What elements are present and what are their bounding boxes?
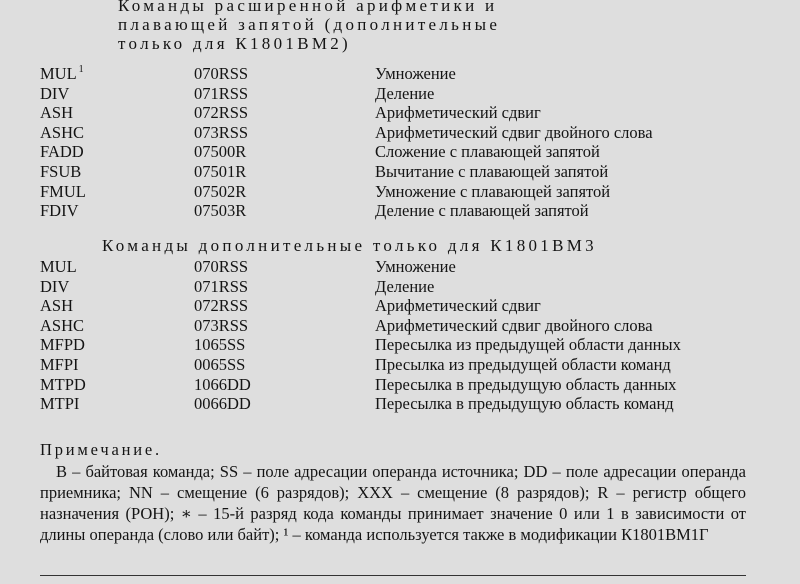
command-code: 073RSS — [194, 315, 249, 335]
command-description: Деление с плавающей запятой — [375, 201, 589, 221]
command-code: 070RSS — [194, 257, 249, 276]
command-mnemonic: DIV — [40, 83, 70, 103]
command-mnemonic: MTPD — [40, 374, 86, 394]
command-mnemonic: DIV — [40, 276, 70, 296]
command-description: Арифметический сдвиг — [375, 296, 541, 316]
section2-heading: Команды дополнительные только для К1801ВМ3 — [102, 236, 597, 255]
command-description: Арифметический сдвиг двойного слова — [375, 315, 653, 335]
command-description: Пересылка в предыдущую область данных — [375, 374, 677, 394]
command-mnemonic: FDIV — [40, 201, 79, 221]
command-description: Арифметический сдвиг двойного слова — [375, 122, 653, 142]
section1-heading-line-1: Команды расширенной арифметики и — [118, 0, 498, 15]
command-mnemonic: FMUL — [40, 181, 86, 201]
command-code: 072RSS — [194, 103, 249, 123]
command-description: Умножение с плавающей запятой — [375, 181, 611, 201]
section1-heading-line-2: плавающей запятой (дополнительные — [118, 15, 501, 34]
command-code: 1065SS — [194, 335, 246, 355]
command-mnemonic: ASHC — [40, 122, 85, 142]
command-mnemonic: FSUB — [40, 161, 82, 181]
command-code: 071RSS — [194, 276, 249, 296]
command-code: 0066DD — [194, 394, 251, 414]
command-description: Арифметический сдвиг — [375, 103, 541, 123]
command-mnemonic: ASHC — [40, 315, 85, 335]
command-description: Пересылка из предыдущей области данных — [375, 335, 681, 355]
note-title: Примечание. — [40, 440, 162, 459]
command-code: 07502R — [194, 181, 247, 201]
command-mnemonic: MFPD — [40, 335, 85, 355]
command-mnemonic: ASH — [40, 296, 74, 316]
command-mnemonic: FADD — [40, 142, 84, 162]
command-description: Пресылка из предыдущей области команд — [375, 354, 671, 374]
command-code: 07500R — [194, 142, 247, 162]
section1-heading — [118, 0, 500, 53]
command-code: 073RSS — [194, 122, 249, 142]
command-mnemonic: MFPI — [40, 354, 79, 374]
command-mnemonic: MUL $^1$ — [40, 64, 84, 83]
command-code: 070RSS — [194, 64, 249, 83]
command-code: 1066DD — [194, 374, 251, 394]
note-text: В – байтовая команда; SS – поле адресации операнда источника; DD – поле адресации операнда приемника; NN – смещение (6 разрядов); XXX – смещение (8 разрядов); R – регистр общего назначения (РОН); ∗ – 15-й разряд кода команды принимает значение 0 или 1 в зависимости от длины операнда (слово или байт); ¹ – команда используется также в модификации К1801ВМ1Г — [40, 462, 746, 544]
command-code: 071RSS — [194, 83, 249, 103]
section1-heading-line-3: только для К1801ВМ2) — [118, 34, 352, 53]
command-description: Пересылка в предыдущую область команд — [375, 394, 674, 414]
command-description: Сложение с плавающей запятой — [375, 142, 600, 162]
command-mnemonic: MTPI — [40, 394, 80, 414]
command-mnemonic: MUL — [40, 257, 77, 276]
command-description: Умножение — [375, 64, 456, 83]
command-description: Умножение — [375, 257, 456, 276]
command-description: Деление — [375, 276, 435, 296]
command-code: 0065SS — [194, 354, 246, 374]
bottom-rule — [40, 575, 746, 576]
command-code: 07503R — [194, 201, 247, 221]
command-code: 072RSS — [194, 296, 249, 316]
footnote-marker: 1 — [78, 64, 84, 75]
command-description: Вычитание с плавающей запятой — [375, 161, 609, 181]
command-code: 07501R — [194, 161, 247, 181]
command-mnemonic: ASH — [40, 103, 74, 123]
command-description: Деление — [375, 83, 435, 103]
